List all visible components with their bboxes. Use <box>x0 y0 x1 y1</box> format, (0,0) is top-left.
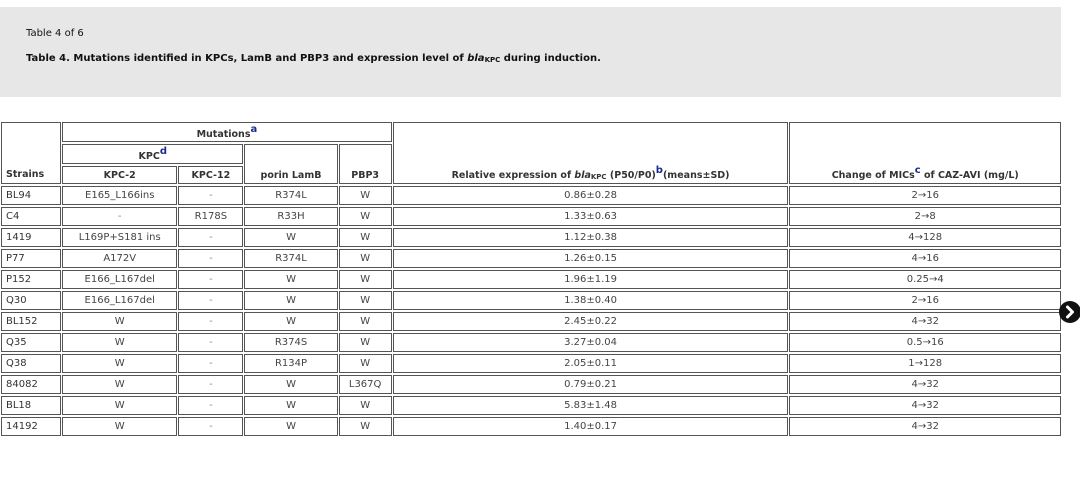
table-row <box>1 228 1061 247</box>
cell-expression: 1.12±0.38 <box>393 228 789 247</box>
cell-strain: P152 <box>1 270 61 289</box>
cell-mic: 2→8 <box>789 207 1061 226</box>
cell-kpc12: - <box>178 417 243 436</box>
cell-strain: BL18 <box>1 396 61 415</box>
cell-expression: 3.27±0.04 <box>393 333 789 352</box>
cell-lamb: R374L <box>244 249 337 268</box>
cell-lamb: W <box>244 417 337 436</box>
cell-mic: 4→16 <box>789 249 1061 268</box>
cell-pbp3: W <box>339 396 392 415</box>
cell-expression: 1.26±0.15 <box>393 249 789 268</box>
chevron-right-circle-icon <box>1059 301 1080 323</box>
table-row <box>1 396 1061 415</box>
table-caption <box>26 53 601 64</box>
cell-strain: BL94 <box>1 186 61 205</box>
cell-pbp3: W <box>339 270 392 289</box>
table-number: Table 4 of 6 <box>26 28 84 39</box>
cell-pbp3: W <box>339 249 392 268</box>
table-row <box>1 270 1061 289</box>
cell-lamb: W <box>244 291 337 310</box>
cell-mic: 0.5→16 <box>789 333 1061 352</box>
cell-mic: 2→16 <box>789 291 1061 310</box>
cell-lamb: W <box>244 375 337 394</box>
cell-lamb: R33H <box>244 207 337 226</box>
cell-kpc2: E165_L166ins <box>62 186 177 205</box>
cell-expression: 5.83±1.48 <box>393 396 789 415</box>
cell-expression: 1.33±0.63 <box>393 207 789 226</box>
cell-kpc12: - <box>178 249 243 268</box>
cell-strain: 84082 <box>1 375 61 394</box>
header-kpc12: KPC-12 <box>178 166 243 184</box>
cell-kpc12: R178S <box>178 207 243 226</box>
cell-lamb: W <box>244 270 337 289</box>
cell-kpc12: - <box>178 291 243 310</box>
cell-expression: 1.96±1.19 <box>393 270 789 289</box>
cell-kpc2: W <box>62 354 177 373</box>
caption-gene: bla <box>467 53 485 64</box>
cell-mic: 1→128 <box>789 354 1061 373</box>
cell-kpc2: W <box>62 396 177 415</box>
cell-kpc2: W <box>62 417 177 436</box>
cell-lamb: R134P <box>244 354 337 373</box>
cell-lamb: R374L <box>244 186 337 205</box>
cell-mic: 2→16 <box>789 186 1061 205</box>
cell-strain: 14192 <box>1 417 61 436</box>
cell-pbp3: W <box>339 186 392 205</box>
cell-mic: 4→32 <box>789 375 1061 394</box>
header-kpc2: KPC-2 <box>62 166 177 184</box>
header-relative-expression: Relative expression of blaKPC (P50/P0)b(means±SD) <box>393 122 789 184</box>
cell-kpc2: - <box>62 207 177 226</box>
table-header-panel <box>0 7 1061 97</box>
cell-expression: 0.86±0.28 <box>393 186 789 205</box>
cell-strain: 1419 <box>1 228 61 247</box>
cell-expression: 2.05±0.11 <box>393 354 789 373</box>
cell-mic: 0.25→4 <box>789 270 1061 289</box>
cell-kpc2: W <box>62 375 177 394</box>
cell-strain: Q35 <box>1 333 61 352</box>
cell-pbp3: W <box>339 417 392 436</box>
cell-kpc12: - <box>178 396 243 415</box>
header-kpc: KPCd <box>62 144 243 164</box>
table-row <box>1 249 1061 268</box>
cell-pbp3: W <box>339 228 392 247</box>
caption-suffix: during induction. <box>500 53 601 64</box>
cell-pbp3: W <box>339 312 392 331</box>
cell-lamb: W <box>244 396 337 415</box>
cell-expression: 1.38±0.40 <box>393 291 789 310</box>
caption-gene-sub: KPC <box>484 56 501 64</box>
header-mic-change: Change of MICsc of CAZ-AVI (mg/L) <box>789 122 1061 184</box>
cell-kpc12: - <box>178 228 243 247</box>
cell-mic: 4→32 <box>789 396 1061 415</box>
header-strains: Strains <box>1 122 61 184</box>
cell-mic: 4→128 <box>789 228 1061 247</box>
caption-prefix: Table 4. Mutations identified in KPCs, LamB and PBP3 and expression level of <box>26 53 468 64</box>
table-row <box>1 354 1061 373</box>
cell-lamb: W <box>244 312 337 331</box>
cell-mic: 4→32 <box>789 312 1061 331</box>
cell-expression: 2.45±0.22 <box>393 312 789 331</box>
cell-expression: 0.79±0.21 <box>393 375 789 394</box>
cell-kpc2: E166_L167del <box>62 270 177 289</box>
cell-kpc12: - <box>178 186 243 205</box>
cell-pbp3: W <box>339 291 392 310</box>
header-mutations: Mutationsa <box>62 122 392 142</box>
table-row <box>1 291 1061 310</box>
cell-strain: P77 <box>1 249 61 268</box>
cell-expression: 1.40±0.17 <box>393 417 789 436</box>
cell-kpc2: E166_L167del <box>62 291 177 310</box>
next-table-button[interactable] <box>1059 301 1080 323</box>
cell-pbp3: W <box>339 207 392 226</box>
cell-pbp3: L367Q <box>339 375 392 394</box>
cell-strain: Q38 <box>1 354 61 373</box>
table-row <box>1 312 1061 331</box>
cell-mic: 4→32 <box>789 417 1061 436</box>
table-row <box>1 207 1061 226</box>
cell-lamb: R374S <box>244 333 337 352</box>
header-porin-lamb: porin LamB <box>244 144 337 184</box>
cell-pbp3: W <box>339 333 392 352</box>
cell-pbp3: W <box>339 354 392 373</box>
cell-kpc2: L169P+S181 ins <box>62 228 177 247</box>
cell-kpc2: W <box>62 333 177 352</box>
table-row <box>1 375 1061 394</box>
cell-lamb: W <box>244 228 337 247</box>
mutations-table <box>0 120 1062 438</box>
cell-kpc2: A172V <box>62 249 177 268</box>
table-row <box>1 186 1061 205</box>
cell-kpc12: - <box>178 270 243 289</box>
cell-kpc12: - <box>178 333 243 352</box>
cell-kpc12: - <box>178 354 243 373</box>
header-pbp3: PBP3 <box>339 144 392 184</box>
table-row <box>1 333 1061 352</box>
cell-kpc2: W <box>62 312 177 331</box>
cell-kpc12: - <box>178 312 243 331</box>
cell-strain: C4 <box>1 207 61 226</box>
table-row <box>1 417 1061 436</box>
cell-kpc12: - <box>178 375 243 394</box>
cell-strain: BL152 <box>1 312 61 331</box>
cell-strain: Q30 <box>1 291 61 310</box>
